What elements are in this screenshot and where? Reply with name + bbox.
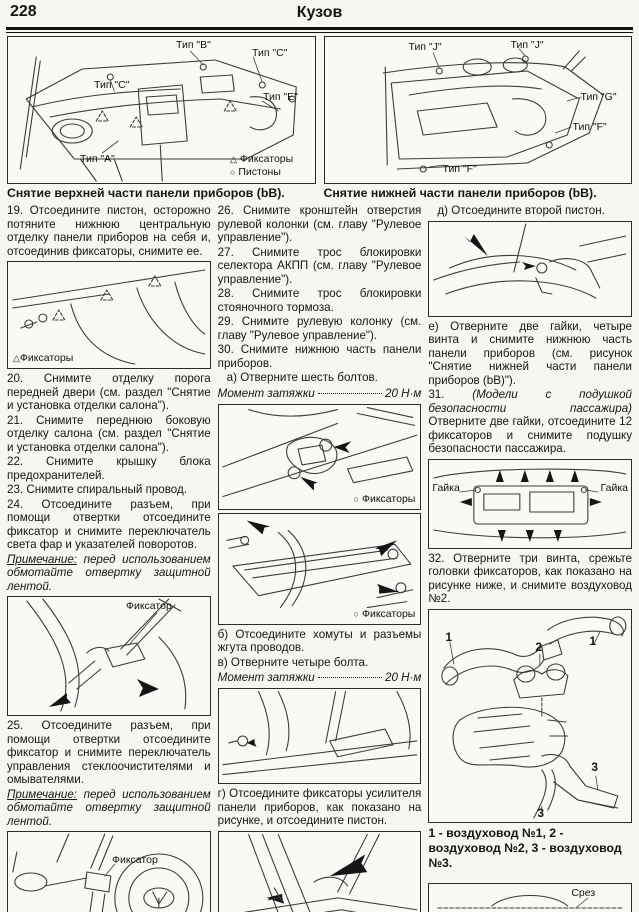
torque-spec-2: Момент затяжки 20 Н·м [217, 671, 422, 684]
step-29: 29. Снимите рулевую колонку (см. главу "Рулевое управление"). [217, 315, 422, 342]
column-middle [218, 204, 422, 912]
brace-clips-drawing [219, 832, 421, 912]
duct-number-1b: 1 [589, 633, 597, 648]
pedals-drawing [219, 689, 421, 783]
wiper-switch-drawing [8, 832, 210, 912]
duct-number-1a: 1 [445, 629, 453, 644]
torque-spec-1: Момент затяжки 20 Н·м [217, 386, 422, 400]
column-left [7, 204, 211, 912]
passenger-airbag-figure [428, 459, 632, 549]
air-ducts-drawing [429, 610, 631, 822]
type-g-label: Тип "G" [580, 91, 617, 103]
page-title: Кузов [296, 4, 343, 21]
triangle-marker-icon: △ [13, 353, 20, 363]
cut-label: Срез [571, 886, 596, 899]
step-30: 30. Снимите нижнюю часть панели приборов. [217, 343, 422, 370]
trim-legend: △Фиксаторы [13, 352, 74, 364]
nut-label-right: Гайка [600, 481, 629, 494]
note-2: Примечание: перед использованием обмотайте отвертку защитной лентой. [7, 787, 211, 828]
text-columns [0, 201, 639, 912]
step-32: 32. Отверните три винта, срежьте головки фиксаторов, как показано на рисунке ниже, и снимите воздуховод №2. [428, 551, 633, 605]
step-26: 26. Снимите кронштейн отверстия рулевой колонки (см. главу "Рулевое управление"). [217, 204, 422, 244]
type-e-label: Тип "E" [263, 91, 298, 103]
step-21: 21. Снимите переднюю боковую отделку салона (см. раздел "Снятие и установка отделки салона"). [7, 413, 211, 454]
step-31: 31. (Модели с подушкой безопасности пассажира) Отверните две гайки, отсоедините 12 фиксаторов и снимите подушку безопасности пассажира. [428, 388, 633, 455]
step-30b: б) Отсоедините хомуты и разъемы жгута проводов. [217, 627, 422, 654]
wiper-switch-figure [7, 831, 211, 912]
circle-marker-icon: ○ [353, 608, 360, 619]
type-f-label-2: Тип "F" [442, 163, 477, 175]
step-24: 24. Отсоедините разъем, при помощи отвертки отсоедините фиксатор и снимите переключатель света фар и указателей поворотов. [7, 497, 211, 551]
lower-panel-figure [324, 36, 633, 201]
step-30d: д) Отсоедините второй пистон. [437, 204, 605, 217]
type-a-label: Тип "A" [80, 153, 115, 165]
type-f-label-1: Тип "F" [572, 121, 607, 133]
lower-panel-caption: Снятие нижней части панели приборов (bB). [323, 186, 597, 200]
duct-number-3a: 3 [591, 759, 599, 774]
ducts-caption: 1 - воздуховод №1, 2 - воздуховод №2, 3 - воздуховод №3. [428, 825, 622, 870]
step-30v: в) Отверните четыре болта. [217, 655, 369, 669]
circle-marker-icon: ○ [353, 493, 360, 504]
type-j-label-2: Тип "J" [510, 39, 544, 51]
legend-pistons: ○ Пистоны [230, 166, 281, 178]
cut-fastener-figure [428, 883, 632, 912]
step-20: 20. Снимите отделку порога передней двери (см. раздел "Снятие и установка отделки салона"). [7, 372, 211, 412]
type-c-label-1: Тип "C" [252, 47, 288, 59]
step-25: 25. Отсоедините разъем, при помощи отвертки отсоедините фиксатор и снимите переключатель управления стеклоочистителями и омывателями. [7, 719, 211, 786]
dotted-leader [318, 393, 382, 394]
light-switch-drawing [8, 597, 210, 713]
page-number: 228 [10, 3, 37, 20]
step-27: 27. Снимите трос блокировки селектора АКПП (см. главу "Рулевое управление"). [217, 245, 422, 286]
brace-clips-figure [218, 831, 422, 912]
circle-marker-icon: ○ [230, 167, 236, 177]
second-piston-drawing [429, 222, 631, 316]
step-19: 19. Отсоедините пистон, осторожно потяните нижнюю центральную отделку панели приборов на себя и, отсоединив фиксаторы, снимите ее. [7, 204, 211, 258]
panel-bolts-figure [218, 404, 422, 510]
upper-panel-caption: Снятие верхней части панели приборов (bB). [7, 186, 285, 200]
upper-panel-figure-box [7, 36, 316, 184]
triangle-marker-icon: △ [230, 154, 237, 164]
pedals-figure [218, 688, 422, 784]
reinforcement-legend: ○ Фиксаторы [353, 607, 416, 620]
lower-panel-drawing [325, 37, 632, 183]
step-30g: г) Отсоедините фиксаторы усилителя панели приборов, как показано на рисунке, и отсоедините пистон. [217, 787, 422, 827]
page-header [0, 0, 639, 26]
lower-panel-figure-box [324, 36, 633, 184]
step-23: 23. Снимите спиральный провод. [7, 483, 187, 496]
panel-bolts-legend: ○ Фиксаторы [353, 492, 416, 505]
air-ducts-figure [428, 609, 632, 823]
type-j-label-1: Тип "J" [408, 41, 442, 53]
type-c-label-2: Тип "C" [94, 79, 130, 91]
second-piston-figure [428, 221, 632, 317]
step-30e: е) Отверните две гайки, четыре винта и снимите нижнюю часть панели приборов (см. рисунок "Снятие нижней части панели приборов (bB)"). [428, 319, 633, 387]
note-1: Примечание: перед использованием обмотайте отвертку защитной лентой. [7, 552, 211, 593]
reinforcement-figure [218, 513, 422, 625]
column-right [428, 204, 632, 912]
duct-number-2: 2 [535, 639, 543, 654]
cut-fastener-drawing [429, 884, 631, 912]
step-30a: а) Отверните шесть болтов. [226, 371, 378, 384]
dotted-leader [318, 677, 382, 678]
light-switch-figure [7, 596, 211, 716]
wiper-switch-fixator-label: Фиксатор [112, 854, 158, 866]
passenger-airbag-drawing [429, 460, 631, 548]
step-28: 28. Снимите трос блокировки стояночного тормоза. [217, 287, 422, 314]
top-figure-row [0, 33, 639, 201]
nut-label-left: Гайка [432, 481, 460, 494]
duct-number-3b: 3 [537, 805, 545, 820]
type-b-label: Тип "B" [176, 39, 211, 51]
light-switch-fixator-label: Фиксатор [126, 600, 172, 612]
upper-panel-figure [7, 36, 316, 201]
center-trim-figure [7, 261, 211, 369]
legend-fixators: △ Фиксаторы [230, 153, 294, 165]
step-22: 22. Снимите крышку блока предохранителей. [7, 455, 211, 482]
